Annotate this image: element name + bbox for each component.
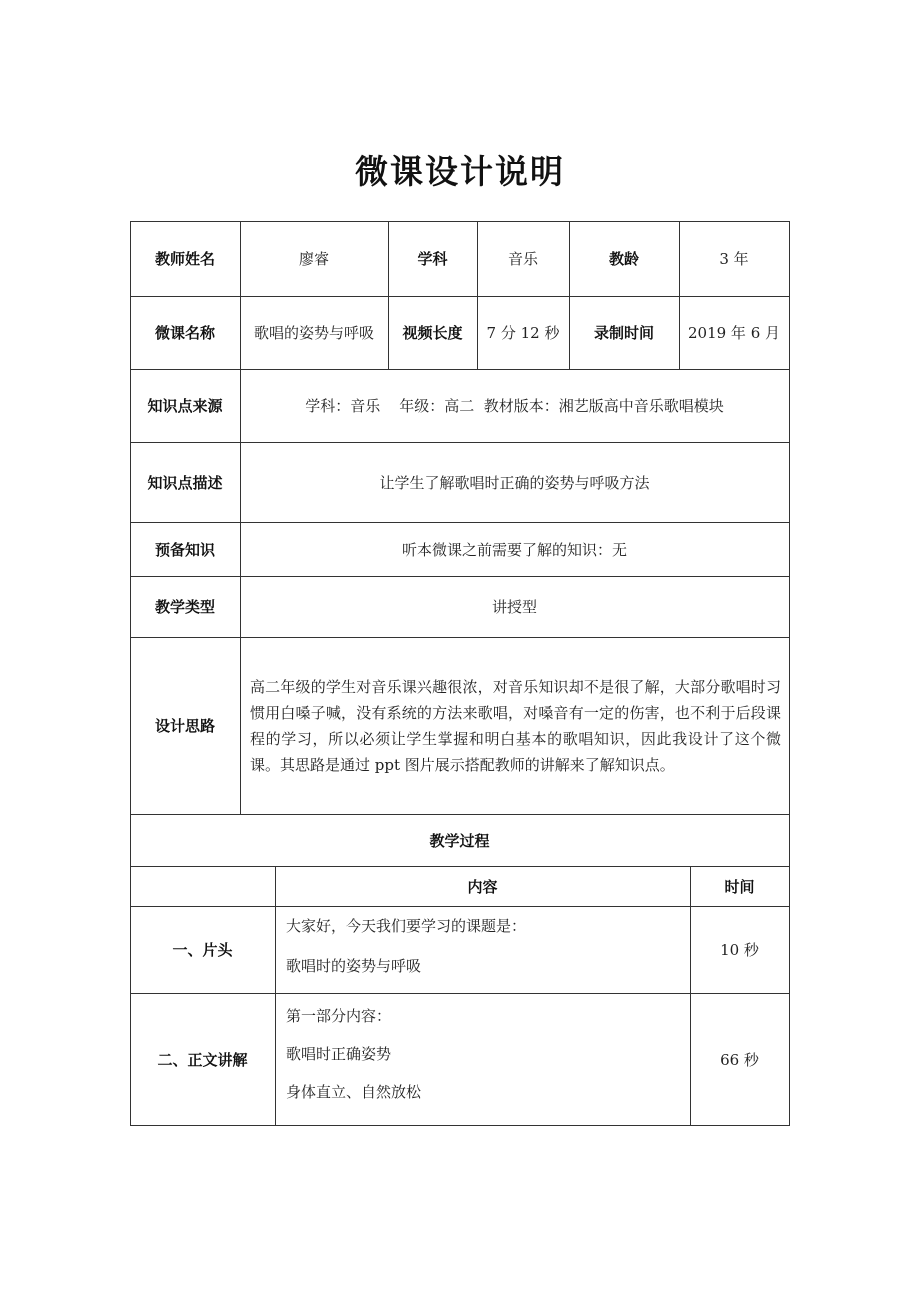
content-line: 歌唱时的姿势与呼吸: [286, 957, 422, 975]
record-time-label: 录制时间: [593, 324, 654, 342]
process-step-time: 66 秒: [720, 1050, 759, 1069]
teaching-years-label: 教龄: [608, 250, 639, 268]
teaching-type-value: 讲授型: [491, 598, 537, 616]
content-line: 身体直立、自然放松: [286, 1083, 422, 1101]
teaching-type-label: 教学类型: [154, 598, 215, 616]
teacher-name-value: 廖睿: [298, 250, 329, 268]
knowledge-desc-label: 知识点描述: [147, 473, 223, 492]
course-name-label: 微课名称: [154, 324, 215, 342]
time-column-header: 时间: [724, 877, 755, 896]
process-step-time: 10 秒: [720, 941, 759, 959]
process-step-content: [275, 906, 690, 993]
content-line: 歌唱时正确姿势: [286, 1045, 392, 1063]
knowledge-desc-value: 让学生了解歌唱时正确的姿势与呼吸方法: [379, 473, 650, 492]
course-name-value: 歌唱的姿势与呼吸: [253, 324, 374, 342]
content-line: 第一部分内容：: [286, 1007, 392, 1025]
prerequisite-value: 听本微课之前需要了解的知识：无: [401, 540, 627, 559]
content-line: 大家好，今天我们要学习的课题是：: [286, 917, 527, 935]
teacher-name-label: 教师姓名: [154, 250, 215, 268]
process-step-content: [275, 993, 690, 1125]
subject-label: 学科: [417, 250, 448, 268]
knowledge-source-label: 知识点来源: [147, 397, 223, 415]
knowledge-source-value: 学科：音乐 年级：高二 教材版本：湘艺版高中音乐歌唱模块: [305, 397, 724, 415]
subject-value: 音乐: [507, 250, 538, 268]
content-column-header: 内容: [467, 877, 498, 896]
process-step-name: 二、正文讲解: [157, 1050, 248, 1069]
process-heading: 教学过程: [429, 831, 490, 850]
design-idea-value: 高二年级的学生对音乐课兴趣很浓，对音乐知识却不是很了解，大部分歌唱时习惯用白嗓子喊，没有系统的方法来歌唱，对嗓音有一定的伤害，也不利于后段课程的学习，所以必须让学生掌握和明白基本的歌唱知识，因此我设计了这个微课。其思路是通过 ppt 图片展示搭配教师的讲解来了解知识点。: [250, 677, 781, 774]
record-time-value: 2019 年 6 月: [687, 324, 781, 342]
prerequisite-label: 预备知识: [154, 540, 215, 559]
process-step-name: 一、片头: [172, 941, 233, 959]
design-idea-label: 设计思路: [154, 717, 215, 735]
page-title: 微课设计说明: [355, 152, 565, 191]
lesson-design-table: [130, 221, 790, 1126]
video-length-label: 视频长度: [402, 324, 463, 342]
teaching-years-value: 3 年: [719, 250, 749, 268]
video-length-value: 7 分 12 秒: [486, 324, 560, 342]
